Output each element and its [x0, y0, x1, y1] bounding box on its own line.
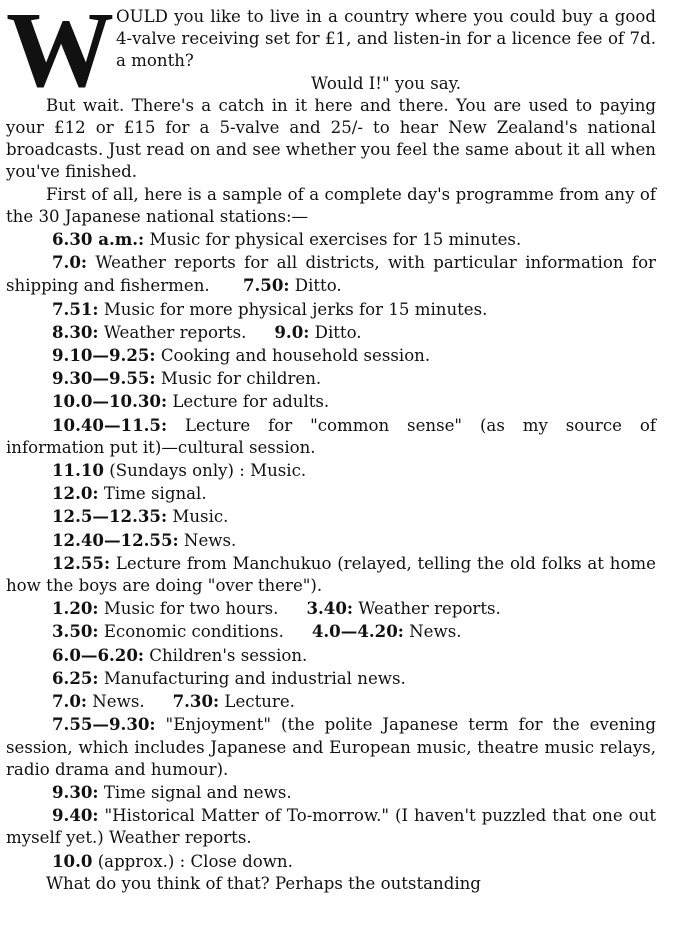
schedule-time: 6.30 a.m.: [52, 229, 145, 250]
schedule-item [6, 597, 656, 620]
schedule-list [6, 228, 656, 873]
schedule-item [6, 529, 656, 552]
schedule-desc: "Enjoyment" (the polite Japanese term for the evening session, which includes Japanese and European music, theatre music relays, radio drama and humour). [6, 715, 656, 779]
schedule-desc: Lecture from Manchukuo (relayed, telling the old folks at home how the boys are doing "over there"). [6, 553, 656, 596]
schedule-desc: News. [403, 622, 462, 642]
schedule-desc: Ditto. [289, 276, 342, 296]
schedule-item [6, 414, 656, 459]
schedule-item [6, 644, 656, 667]
schedule-desc: (approx.) : Close down. [92, 851, 293, 871]
schedule-time: 3.40: [306, 598, 353, 619]
schedule-desc: Music. [167, 507, 229, 527]
schedule-item [6, 505, 656, 528]
schedule-time: 10.40—11.5: [52, 414, 168, 435]
schedule-desc: News. [87, 692, 145, 712]
schedule-desc: Music for physical exercises for 15 minutes. [144, 230, 522, 250]
schedule-item [6, 251, 656, 297]
schedule-time: 10.0 [52, 850, 93, 871]
schedule-item [6, 850, 656, 873]
schedule-time: 9.10—9.25: [52, 345, 156, 366]
closing-paragraph: What do you think of that? Perhaps the outstanding [46, 873, 481, 893]
schedule-desc: Weather reports. [353, 599, 501, 619]
schedule-desc: Ditto. [309, 322, 362, 342]
drop-cap: W [6, 0, 108, 110]
schedule-time: 10.0—10.30: [52, 391, 168, 412]
schedule-desc: Lecture. [219, 692, 295, 712]
schedule-time: 11.10 [52, 460, 104, 481]
paragraph-programme-intro: First of all, here is a sample of a complete day's programme from any of the 30 Japanese national stations:— [6, 184, 656, 226]
paragraph-price-comparison: But wait. There's a catch in it here and there. You are used to paying your £12 or £15 for a 5-valve and 25/- to hear New Zealand's national broadcasts. Just read on and see whether you feel the same about it all when you've finished. [6, 95, 656, 182]
schedule-item [6, 552, 656, 597]
schedule-item [6, 781, 656, 804]
schedule-desc: Children's session. [144, 645, 308, 665]
schedule-time: 7.51: [52, 298, 99, 319]
schedule-item [6, 713, 656, 781]
schedule-desc: Lecture for "common sense" (as my source of information put it)—cultural session. [6, 415, 656, 457]
schedule-time: 9.0: [274, 321, 310, 342]
schedule-desc: Lecture for adults. [167, 392, 330, 412]
schedule-item [6, 367, 656, 390]
schedule-desc: News. [178, 530, 237, 550]
schedule-item [6, 390, 656, 413]
schedule-desc: (Sundays only) : Music. [103, 461, 307, 481]
schedule-desc: Time signal. [98, 484, 207, 504]
schedule-item [6, 459, 656, 482]
schedule-time: 9.30—9.55: [52, 368, 156, 389]
schedule-item [6, 298, 656, 321]
schedule-desc: Music for two hours. [98, 599, 279, 619]
schedule-item [6, 228, 656, 251]
schedule-desc: Weather reports. [98, 322, 247, 342]
schedule-desc: Manufacturing and industrial news. [98, 668, 406, 688]
schedule-item [6, 667, 656, 690]
schedule-time: 7.0: [52, 252, 87, 273]
schedule-item [6, 321, 656, 344]
schedule-time: 12.55: [52, 552, 111, 573]
schedule-item [6, 804, 656, 849]
schedule-time: 7.55—9.30: [52, 714, 156, 735]
schedule-desc: Time signal and news. [98, 782, 292, 802]
schedule-time: 12.5—12.35: [52, 506, 168, 527]
schedule-desc: Music for more physical jerks for 15 minutes. [98, 299, 488, 319]
schedule-time: 6.0—6.20: [52, 644, 145, 665]
schedule-desc: Music for children. [155, 369, 322, 389]
schedule-item [6, 482, 656, 505]
schedule-time: 3.50: [52, 621, 99, 642]
schedule-time: 12.0: [52, 483, 99, 504]
intro-paragraph: OULD you like to live in a country where you could buy a good 4-valve receiving set for £1, and listen-in for a licence fee of 7d. a month? [116, 7, 656, 71]
schedule-time: 9.30: [52, 781, 99, 802]
intro-quote: Would I!" you say. [310, 73, 462, 93]
schedule-time: 1.20: [52, 598, 99, 619]
schedule-time: 12.40—12.55: [52, 529, 179, 550]
schedule-desc: Economic conditions. [98, 622, 284, 642]
schedule-time: 7.0: [52, 691, 87, 712]
schedule-desc: Weather reports for all districts, with particular information for shipping and fishermen. [6, 253, 656, 296]
schedule-time: 8.30: [52, 321, 99, 342]
schedule-item [6, 620, 656, 643]
schedule-time: 7.50: [242, 275, 290, 296]
schedule-desc: "Historical Matter of To-morrow." (I haven't puzzled that one out myself yet.) Weather reports. [6, 806, 656, 848]
schedule-time: 9.40: [52, 805, 99, 826]
schedule-desc: Cooking and household session. [155, 346, 431, 366]
schedule-item [6, 690, 656, 713]
schedule-time: 6.25: [52, 667, 99, 688]
article-column [6, 0, 656, 895]
schedule-item [6, 344, 656, 367]
schedule-time: 7.30: [172, 691, 220, 712]
schedule-time: 4.0—4.20: [311, 621, 404, 642]
